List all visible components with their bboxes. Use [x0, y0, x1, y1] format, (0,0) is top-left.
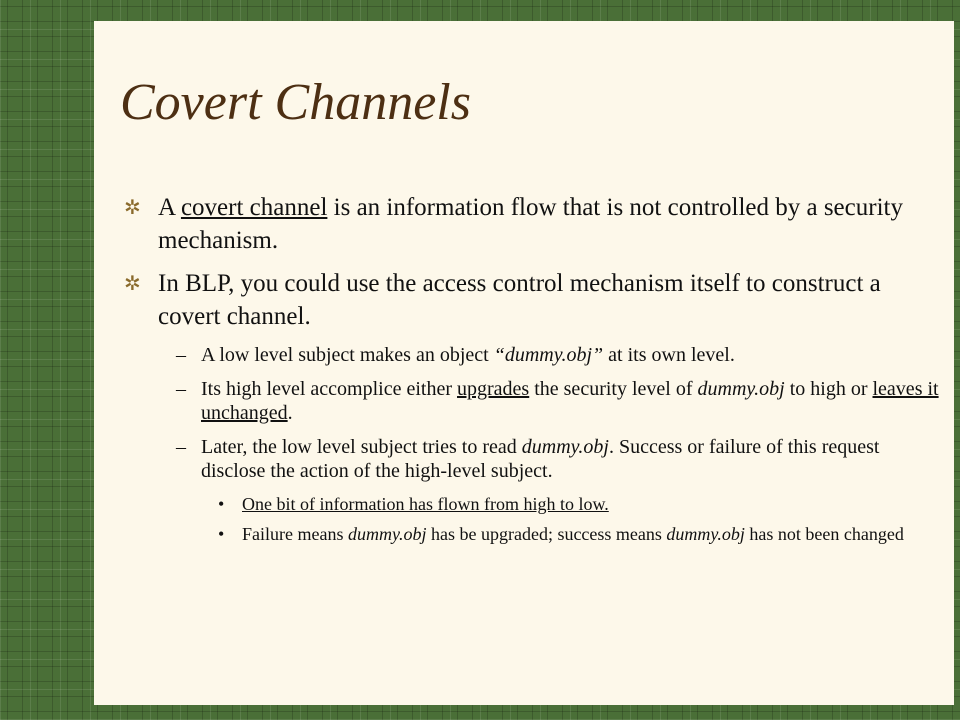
slide-canvas — [94, 21, 954, 705]
bullet-blp — [124, 267, 939, 333]
dash-marker: – — [176, 344, 186, 366]
sub-sub-bullet-text: One bit of information has flown from high to low. — [242, 494, 609, 514]
bullet-covert-channel-definition — [124, 191, 939, 257]
covert-channel-term: covert channel — [180, 194, 328, 221]
star-bullet-icon: ✲ — [124, 273, 141, 295]
sub-sub-bullet-failure — [124, 523, 939, 545]
bullet-text: In BLP, you could use the access control mechanism itself to construct a covert channel. — [158, 270, 881, 330]
dot-marker: • — [218, 494, 225, 514]
sub-bullet-text: A low level subject makes an object “dummy.obj” at its own level. — [201, 344, 735, 366]
slide-title: Covert Channels — [120, 74, 471, 131]
dash-marker: – — [176, 378, 186, 400]
sub-sub-bullet-one-bit — [124, 493, 939, 515]
star-bullet-icon: ✲ — [124, 197, 141, 219]
dot-marker: • — [218, 524, 225, 544]
slide-content — [124, 191, 939, 553]
sub-bullet-accomplice — [124, 377, 939, 425]
sub-bullet-later — [124, 435, 939, 483]
sub-bullet-text: Its high level accomplice either upgrades the security level of dummy.obj to high or leaves it unchanged. — [201, 378, 939, 424]
bullet-text: A covert channel is an information flow that is not controlled by a security mechanism. — [158, 194, 903, 254]
sub-bullet-text: Later, the low level subject tries to read dummy.obj. Success or failure of this request disclose the action of the high-level subject. — [201, 436, 880, 482]
sub-sub-bullet-text: Failure means dummy.obj has be upgraded; success means dummy.obj has not been changed — [242, 524, 904, 544]
dash-marker: – — [176, 436, 186, 458]
sub-bullet-low-subject — [124, 343, 939, 367]
